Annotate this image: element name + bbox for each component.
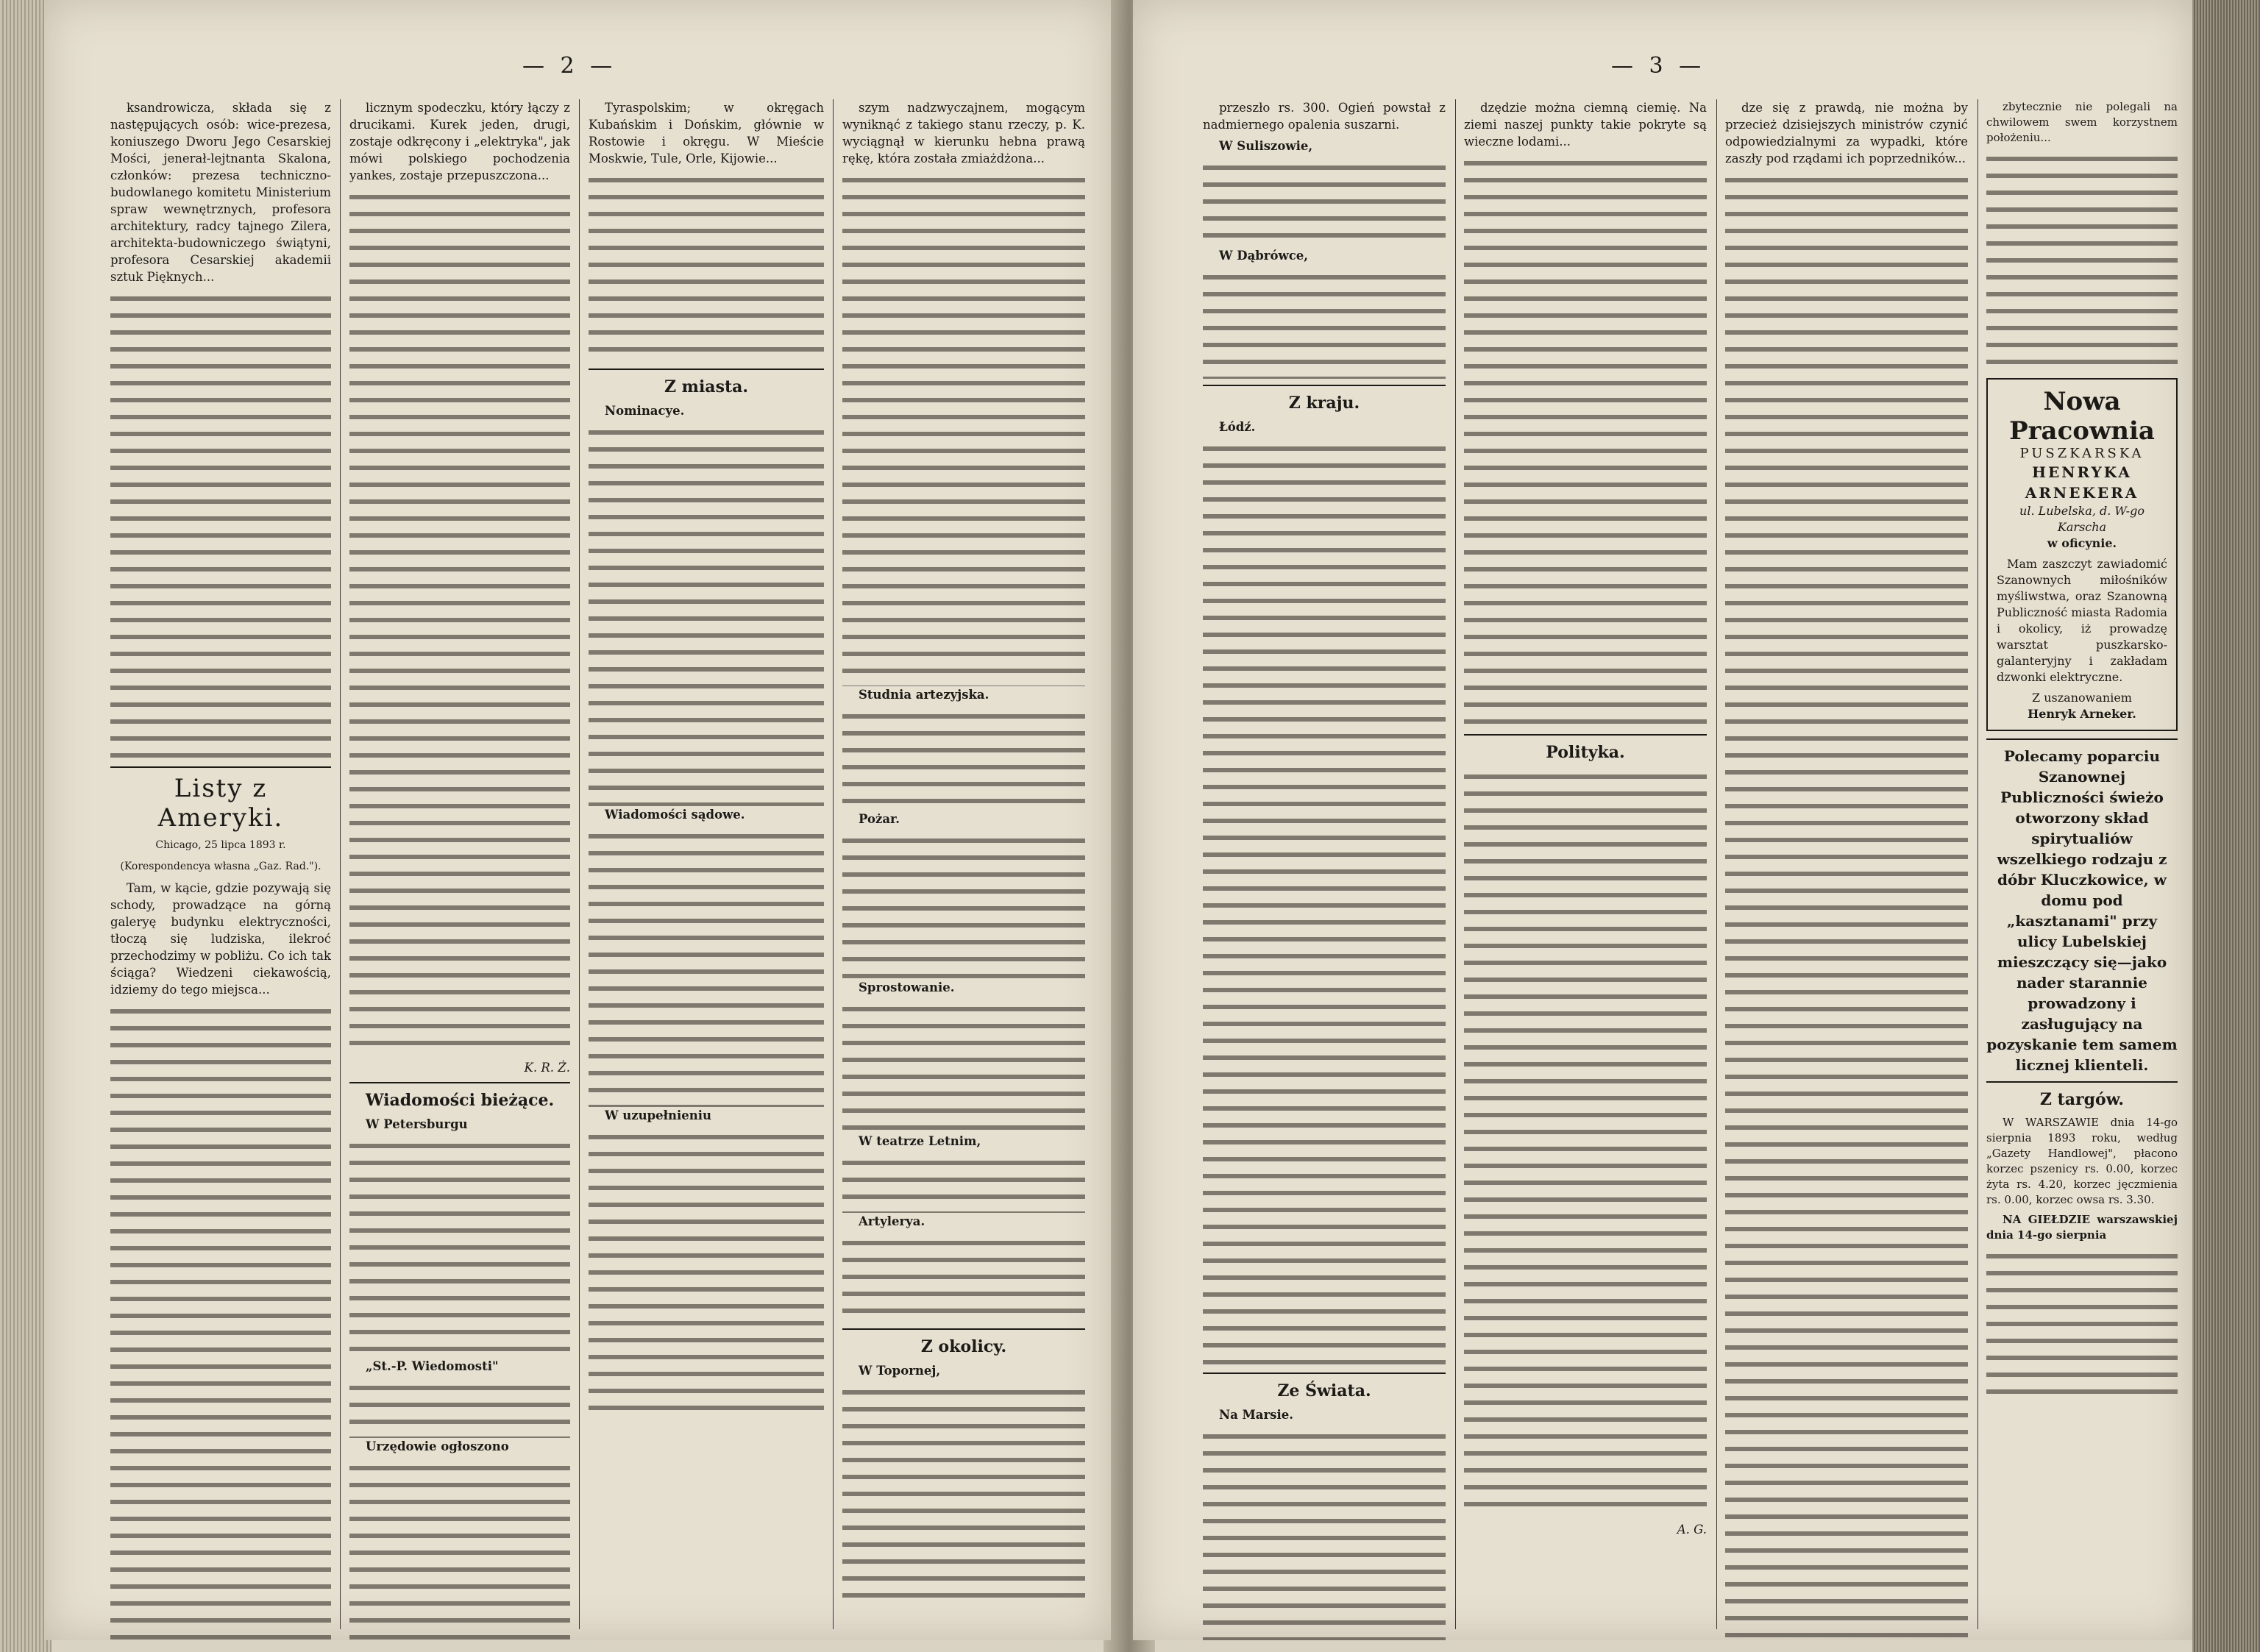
- subheading: Studnia artezyjska.: [859, 688, 989, 702]
- article-text: szym nadzwyczajnem, mogącym wyniknąć z takiego stanu rzeczy, p. K. wyciągnął w kierunku hebna prawą rękę, która została zmiażdżona...: [842, 101, 1085, 165]
- dateline: Chicago, 25 lipca 1893 r.: [155, 839, 286, 851]
- subheading: W teatrze Letnim,: [859, 1134, 981, 1148]
- subheading: W Suliszowie,: [1219, 139, 1313, 153]
- divider: [1986, 738, 2178, 740]
- subheading: Nominacye.: [605, 404, 685, 418]
- article-text-block: [589, 424, 824, 806]
- right-page: [1133, 0, 2192, 1640]
- subheading: W Petersburgu: [366, 1117, 468, 1131]
- right-column-3: [1725, 99, 1968, 1640]
- article-text: przeszło rs. 300. Ogień powstał z nadmiernego opalenia suszarni.: [1203, 101, 1446, 132]
- subheading: Artylerya.: [859, 1214, 925, 1228]
- left-page: [44, 0, 1111, 1640]
- advertisement-gunsmith: [1986, 378, 2178, 731]
- divider: [1203, 385, 1446, 386]
- divider: [349, 1082, 570, 1083]
- article-text-block: [842, 171, 1085, 686]
- article-text-block: [589, 1128, 824, 1423]
- divider: [1203, 1372, 1446, 1374]
- advertisement-spirits: Polecamy poparciu Szanownej Publiczności świeżo otworzony skład spirytualiów wszelkiego rodzaju z dóbr Kluczkowice, w domu pod „kasztanami" przy ulicy Lubelskiej mieszczący się—jako nader starannie prowadzony i zasługujący na pozyskanie tem samem licznej klienteli.: [1986, 747, 2178, 1074]
- article-text-block: [1725, 171, 1968, 1640]
- ad-body: Mam zaszczyt zawiadomić Szanownych miłośników myśliwstwa, oraz Szanowną Publiczność miasta Radomia i okolicy, iż prowadzę warsztat puszkarsko-galanteryjny i zakładam dzwonki elektryczne.: [1997, 557, 2167, 684]
- left-column-3: [589, 99, 824, 1423]
- section-heading: Z okolicy.: [920, 1337, 1007, 1356]
- article-text-block: [842, 832, 1085, 979]
- article-text-block: [589, 827, 824, 1107]
- article-text-block: [842, 1234, 1085, 1322]
- section-heading: Listy z Ameryki.: [157, 774, 284, 833]
- left-column-2: [349, 99, 570, 1640]
- market-report: W WARSZAWIE dnia 14-go sierpnia 1893 roku, według „Gazety Handlowej", płacono korzec pszenicy rs. 0.00, korzec żyta rs. 4.20, korzec jęczmienia rs. 0.00, korzec owsa rs. 3.30.: [1986, 1116, 2178, 1206]
- ad-place: w oficynie.: [2047, 536, 2117, 550]
- subheading: W Topornej,: [859, 1364, 941, 1378]
- subheading: „St.-P. Wiedomosti": [366, 1359, 499, 1373]
- ad-kind: PUSZKARSKA: [2019, 446, 2144, 461]
- left-column-1: [110, 99, 331, 1640]
- article-text: zbytecznie nie polegali na chwilowem swem korzystnem położeniu...: [1986, 100, 2178, 144]
- article-text-block: [1986, 150, 2178, 371]
- subheading: Łódź.: [1219, 420, 1256, 434]
- subheading: Wiadomości sądowe.: [605, 808, 745, 822]
- article-text-block: [110, 1003, 331, 1640]
- section-heading: Z miasta.: [664, 377, 749, 396]
- article-text-block: [1464, 154, 1707, 728]
- byline: (Korespondencya własna „Gaz. Rad.").: [120, 861, 321, 872]
- section-heading: Wiadomości bieżące.: [365, 1091, 555, 1110]
- article-text-block: [842, 1154, 1085, 1213]
- right-column-1: [1203, 99, 1446, 1640]
- column-rule: [579, 99, 580, 1629]
- signature: K. R. Ż.: [524, 1061, 570, 1075]
- article-text-block: [842, 1384, 1085, 1604]
- column-rule: [833, 99, 834, 1629]
- divider: [1986, 1081, 2178, 1083]
- subheading: Sprostowanie.: [859, 980, 955, 994]
- article-text-block: [349, 1379, 570, 1438]
- article-text-block: [1464, 768, 1707, 1518]
- section-heading: Ze Świata.: [1277, 1381, 1371, 1400]
- article-text-block: [1203, 159, 1446, 247]
- article-text-block: [110, 290, 331, 761]
- divider: [589, 369, 824, 370]
- article-text: licznym spodeczku, który łączy z drucikami. Kurek jeden, drugi, zostaje odkręcony i „elektryka", jak mówi polskiego pochodzenia yankes, zostaje przepuszczona...: [349, 101, 570, 182]
- ad-owner: HENRYKA ARNEKERA: [2025, 463, 2139, 502]
- section-heading: Z kraju.: [1288, 394, 1360, 413]
- right-column-2: [1464, 99, 1707, 1541]
- subheading: Urzędowie ogłoszono: [366, 1439, 509, 1453]
- bourse-table: [1986, 1247, 2178, 1395]
- section-heading: Polityka.: [1546, 743, 1625, 762]
- subheading: W Dąbrówce,: [1219, 249, 1309, 263]
- article-text: dze się z prawdą, nie można by przecież dzisiejszych ministrów czynić odpowiedzialnymi za wypadki, które zaszły pod rządami ich poprzedników...: [1725, 101, 1968, 165]
- subheading: Pożar.: [859, 812, 900, 826]
- divider: [842, 1328, 1085, 1330]
- article-text-block: [349, 188, 570, 1056]
- ad-title: Nowa Pracownia: [2009, 387, 2155, 446]
- subheading: Na Marsie.: [1219, 1408, 1293, 1422]
- column-rule: [340, 99, 341, 1629]
- section-heading: Z targów.: [2039, 1090, 2125, 1109]
- article-text-block: [349, 1459, 570, 1640]
- article-text-block: [842, 1000, 1085, 1133]
- left-column-4: [842, 99, 1085, 1604]
- article-text-block: [1203, 1428, 1446, 1640]
- page-number: — 2 —: [522, 53, 617, 79]
- page-number: — 3 —: [1611, 53, 1706, 79]
- article-text-block: [349, 1137, 570, 1358]
- ad-signature: Henryk Arneker.: [2028, 707, 2136, 721]
- bourse-report: NA GIEŁDZIE warszawskiej dnia 14-go sierpnia: [1986, 1213, 2178, 1242]
- divider: [110, 766, 331, 768]
- subheading: W uzupełnieniu: [605, 1108, 712, 1122]
- column-rule: [1716, 99, 1717, 1629]
- right-column-4: [1986, 99, 2178, 1395]
- signature: A. G.: [1677, 1523, 1707, 1537]
- article-text: dzędzie można ciemną ciemię. Na ziemi naszej punkty takie pokryte są wieczne lodami...: [1464, 101, 1707, 149]
- right-page-edges: [2192, 0, 2260, 1652]
- article-text: Tam, w kącie, gdzie pozywają się schody, prowadzące na górną galeryę budynku elektryczności, tłoczą się ludziska, ilekroć przechodzimy w pobliżu. Co ich tak ściąga? Wiedzeni ciekawością, idziemy do tego miejsca...: [110, 881, 331, 997]
- ad-address: ul. Lubelska, d. W-go Karscha: [2019, 504, 2144, 534]
- article-text-block: [589, 171, 824, 363]
- article-text-block: [842, 708, 1085, 811]
- divider: [1464, 734, 1707, 736]
- article-text: Tyraspolskim; w okręgach Kubańskim i Dońskim, głównie w Rostowie i okręgu. W Mieście Moskwie, Tule, Orle, Kijowie...: [589, 101, 824, 165]
- article-text: ksandrowicza, składa się z następujących osób: wice-prezesa, koniuszego Dworu Jego Cesarskiej Mości, jenerał-lejtnanta Skalona, członków: prezesa techniczno-budowlanego komitetu Ministerium spraw wewnętrznych, profesora architektury, radcy tajnego Zilera, architekta-budowniczego świątyni, profesora Cesarskiej akademii sztuk Pięknych...: [110, 101, 331, 284]
- ad-closing: Z uszanowaniem: [2032, 691, 2132, 705]
- column-rule: [1455, 99, 1456, 1629]
- article-text-block: [1203, 268, 1446, 379]
- article-text-block: [1203, 440, 1446, 1367]
